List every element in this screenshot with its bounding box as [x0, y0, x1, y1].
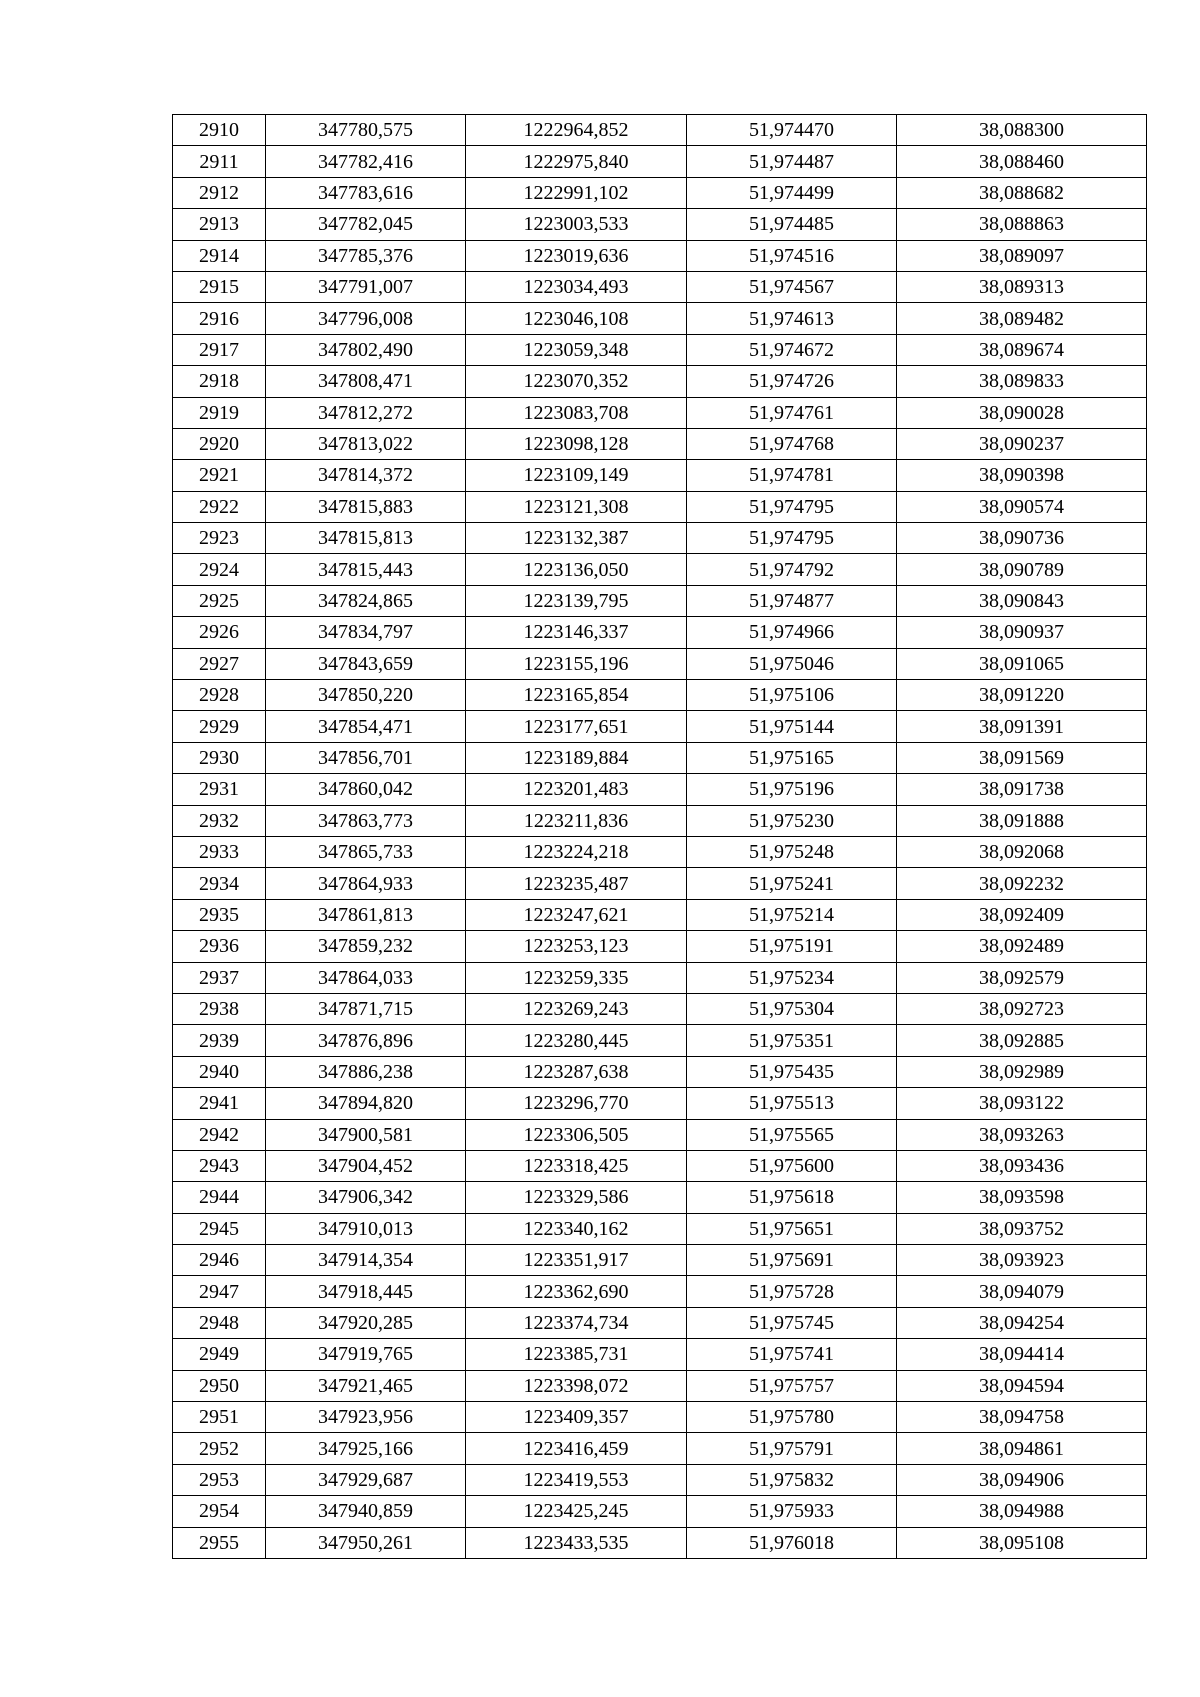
y-coordinate-cell: 1223318,425 [466, 1150, 687, 1181]
table-row [173, 585, 1147, 616]
latitude-cell: 51,975214 [687, 899, 897, 930]
table-row [173, 554, 1147, 585]
latitude-cell: 51,974485 [687, 209, 897, 240]
point-number-cell: 2928 [173, 680, 266, 711]
table-row [173, 742, 1147, 773]
x-coordinate-cell: 347815,813 [266, 523, 466, 554]
table-row [173, 491, 1147, 522]
table-row [173, 303, 1147, 334]
latitude-cell: 51,975248 [687, 836, 897, 867]
point-number-cell: 2931 [173, 774, 266, 805]
latitude-cell: 51,975600 [687, 1150, 897, 1181]
latitude-cell: 51,974761 [687, 397, 897, 428]
table-row [173, 460, 1147, 491]
table-row [173, 397, 1147, 428]
point-number-cell: 2926 [173, 617, 266, 648]
table-row [173, 931, 1147, 962]
latitude-cell: 51,975196 [687, 774, 897, 805]
table-row [173, 334, 1147, 365]
x-coordinate-cell: 347856,701 [266, 742, 466, 773]
point-number-cell: 2943 [173, 1150, 266, 1181]
longitude-cell: 38,092409 [897, 899, 1147, 930]
table-row [173, 1182, 1147, 1213]
x-coordinate-cell: 347921,465 [266, 1370, 466, 1401]
x-coordinate-cell: 347860,042 [266, 774, 466, 805]
longitude-cell: 38,090937 [897, 617, 1147, 648]
latitude-cell: 51,974470 [687, 115, 897, 146]
y-coordinate-cell: 1223098,128 [466, 428, 687, 459]
point-number-cell: 2955 [173, 1527, 266, 1558]
x-coordinate-cell: 347815,883 [266, 491, 466, 522]
x-coordinate-cell: 347782,045 [266, 209, 466, 240]
y-coordinate-cell: 1223059,348 [466, 334, 687, 365]
table-row [173, 805, 1147, 836]
table-row [173, 1307, 1147, 1338]
table-row [173, 617, 1147, 648]
latitude-cell: 51,975351 [687, 1025, 897, 1056]
y-coordinate-cell: 1223177,651 [466, 711, 687, 742]
y-coordinate-cell: 1223224,218 [466, 836, 687, 867]
latitude-cell: 51,974516 [687, 240, 897, 271]
table-row [173, 1119, 1147, 1150]
table-row [173, 993, 1147, 1024]
latitude-cell: 51,975618 [687, 1182, 897, 1213]
x-coordinate-cell: 347791,007 [266, 271, 466, 302]
y-coordinate-cell: 1223306,505 [466, 1119, 687, 1150]
point-number-cell: 2947 [173, 1276, 266, 1307]
y-coordinate-cell: 1223136,050 [466, 554, 687, 585]
longitude-cell: 38,088863 [897, 209, 1147, 240]
point-number-cell: 2930 [173, 742, 266, 773]
point-number-cell: 2910 [173, 115, 266, 146]
x-coordinate-cell: 347925,166 [266, 1433, 466, 1464]
table-row [173, 899, 1147, 930]
y-coordinate-cell: 1223385,731 [466, 1339, 687, 1370]
latitude-cell: 51,975144 [687, 711, 897, 742]
point-number-cell: 2944 [173, 1182, 266, 1213]
longitude-cell: 38,089097 [897, 240, 1147, 271]
latitude-cell: 51,975234 [687, 962, 897, 993]
y-coordinate-cell: 1223351,917 [466, 1245, 687, 1276]
latitude-cell: 51,974613 [687, 303, 897, 334]
table-row [173, 1402, 1147, 1433]
point-number-cell: 2918 [173, 366, 266, 397]
point-number-cell: 2920 [173, 428, 266, 459]
longitude-cell: 38,092232 [897, 868, 1147, 899]
longitude-cell: 38,092489 [897, 931, 1147, 962]
y-coordinate-cell: 1223132,387 [466, 523, 687, 554]
longitude-cell: 38,090237 [897, 428, 1147, 459]
point-number-cell: 2932 [173, 805, 266, 836]
table-row [173, 271, 1147, 302]
latitude-cell: 51,975757 [687, 1370, 897, 1401]
latitude-cell: 51,974781 [687, 460, 897, 491]
point-number-cell: 2939 [173, 1025, 266, 1056]
y-coordinate-cell: 1223409,357 [466, 1402, 687, 1433]
point-number-cell: 2949 [173, 1339, 266, 1370]
coordinate-table-body [173, 115, 1147, 1559]
y-coordinate-cell: 1223146,337 [466, 617, 687, 648]
table-row [173, 680, 1147, 711]
y-coordinate-cell: 1223269,243 [466, 993, 687, 1024]
y-coordinate-cell: 1223425,245 [466, 1496, 687, 1527]
y-coordinate-cell: 1223003,533 [466, 209, 687, 240]
longitude-cell: 38,091220 [897, 680, 1147, 711]
longitude-cell: 38,089833 [897, 366, 1147, 397]
point-number-cell: 2940 [173, 1056, 266, 1087]
x-coordinate-cell: 347914,354 [266, 1245, 466, 1276]
longitude-cell: 38,094414 [897, 1339, 1147, 1370]
latitude-cell: 51,974499 [687, 177, 897, 208]
y-coordinate-cell: 1223329,586 [466, 1182, 687, 1213]
table-row [173, 1088, 1147, 1119]
x-coordinate-cell: 347864,933 [266, 868, 466, 899]
latitude-cell: 51,974795 [687, 491, 897, 522]
point-number-cell: 2938 [173, 993, 266, 1024]
longitude-cell: 38,093923 [897, 1245, 1147, 1276]
x-coordinate-cell: 347861,813 [266, 899, 466, 930]
x-coordinate-cell: 347863,773 [266, 805, 466, 836]
y-coordinate-cell: 1223070,352 [466, 366, 687, 397]
point-number-cell: 2934 [173, 868, 266, 899]
latitude-cell: 51,975832 [687, 1464, 897, 1495]
table-row [173, 1464, 1147, 1495]
point-number-cell: 2921 [173, 460, 266, 491]
longitude-cell: 38,093598 [897, 1182, 1147, 1213]
x-coordinate-cell: 347813,022 [266, 428, 466, 459]
latitude-cell: 51,974768 [687, 428, 897, 459]
x-coordinate-cell: 347782,416 [266, 146, 466, 177]
longitude-cell: 38,090028 [897, 397, 1147, 428]
y-coordinate-cell: 1223139,795 [466, 585, 687, 616]
y-coordinate-cell: 1223433,535 [466, 1527, 687, 1558]
y-coordinate-cell: 1223201,483 [466, 774, 687, 805]
y-coordinate-cell: 1223083,708 [466, 397, 687, 428]
longitude-cell: 38,094079 [897, 1276, 1147, 1307]
point-number-cell: 2935 [173, 899, 266, 930]
latitude-cell: 51,975230 [687, 805, 897, 836]
latitude-cell: 51,975933 [687, 1496, 897, 1527]
longitude-cell: 38,090398 [897, 460, 1147, 491]
point-number-cell: 2922 [173, 491, 266, 522]
y-coordinate-cell: 1223416,459 [466, 1433, 687, 1464]
y-coordinate-cell: 1222975,840 [466, 146, 687, 177]
longitude-cell: 38,092989 [897, 1056, 1147, 1087]
x-coordinate-cell: 347843,659 [266, 648, 466, 679]
point-number-cell: 2914 [173, 240, 266, 271]
y-coordinate-cell: 1223374,734 [466, 1307, 687, 1338]
y-coordinate-cell: 1223362,690 [466, 1276, 687, 1307]
y-coordinate-cell: 1223287,638 [466, 1056, 687, 1087]
x-coordinate-cell: 347850,220 [266, 680, 466, 711]
table-row [173, 209, 1147, 240]
longitude-cell: 38,090843 [897, 585, 1147, 616]
y-coordinate-cell: 1223109,149 [466, 460, 687, 491]
x-coordinate-cell: 347854,471 [266, 711, 466, 742]
latitude-cell: 51,974567 [687, 271, 897, 302]
x-coordinate-cell: 347886,238 [266, 1056, 466, 1087]
point-number-cell: 2929 [173, 711, 266, 742]
latitude-cell: 51,976018 [687, 1527, 897, 1558]
longitude-cell: 38,092068 [897, 836, 1147, 867]
longitude-cell: 38,094861 [897, 1433, 1147, 1464]
x-coordinate-cell: 347808,471 [266, 366, 466, 397]
point-number-cell: 2913 [173, 209, 266, 240]
table-row [173, 1496, 1147, 1527]
longitude-cell: 38,093122 [897, 1088, 1147, 1119]
longitude-cell: 38,089674 [897, 334, 1147, 365]
latitude-cell: 51,975691 [687, 1245, 897, 1276]
y-coordinate-cell: 1223280,445 [466, 1025, 687, 1056]
table-row [173, 1527, 1147, 1558]
latitude-cell: 51,975191 [687, 931, 897, 962]
y-coordinate-cell: 1223019,636 [466, 240, 687, 271]
x-coordinate-cell: 347906,342 [266, 1182, 466, 1213]
table-row [173, 711, 1147, 742]
x-coordinate-cell: 347910,013 [266, 1213, 466, 1244]
y-coordinate-cell: 1222964,852 [466, 115, 687, 146]
x-coordinate-cell: 347920,285 [266, 1307, 466, 1338]
x-coordinate-cell: 347815,443 [266, 554, 466, 585]
x-coordinate-cell: 347812,272 [266, 397, 466, 428]
latitude-cell: 51,974795 [687, 523, 897, 554]
table-row [173, 1433, 1147, 1464]
point-number-cell: 2912 [173, 177, 266, 208]
longitude-cell: 38,094988 [897, 1496, 1147, 1527]
latitude-cell: 51,975780 [687, 1402, 897, 1433]
longitude-cell: 38,091391 [897, 711, 1147, 742]
table-row [173, 146, 1147, 177]
y-coordinate-cell: 1223419,553 [466, 1464, 687, 1495]
latitude-cell: 51,975741 [687, 1339, 897, 1370]
point-number-cell: 2923 [173, 523, 266, 554]
x-coordinate-cell: 347904,452 [266, 1150, 466, 1181]
latitude-cell: 51,975565 [687, 1119, 897, 1150]
y-coordinate-cell: 1223398,072 [466, 1370, 687, 1401]
latitude-cell: 51,974672 [687, 334, 897, 365]
x-coordinate-cell: 347929,687 [266, 1464, 466, 1495]
point-number-cell: 2937 [173, 962, 266, 993]
longitude-cell: 38,088300 [897, 115, 1147, 146]
table-row [173, 836, 1147, 867]
point-number-cell: 2933 [173, 836, 266, 867]
longitude-cell: 38,091569 [897, 742, 1147, 773]
point-number-cell: 2946 [173, 1245, 266, 1276]
table-row [173, 523, 1147, 554]
latitude-cell: 51,975106 [687, 680, 897, 711]
longitude-cell: 38,090736 [897, 523, 1147, 554]
table-row [173, 868, 1147, 899]
longitude-cell: 38,093263 [897, 1119, 1147, 1150]
x-coordinate-cell: 347802,490 [266, 334, 466, 365]
y-coordinate-cell: 1222991,102 [466, 177, 687, 208]
y-coordinate-cell: 1223211,836 [466, 805, 687, 836]
longitude-cell: 38,094254 [897, 1307, 1147, 1338]
point-number-cell: 2924 [173, 554, 266, 585]
point-number-cell: 2941 [173, 1088, 266, 1119]
latitude-cell: 51,974966 [687, 617, 897, 648]
point-number-cell: 2917 [173, 334, 266, 365]
y-coordinate-cell: 1223259,335 [466, 962, 687, 993]
point-number-cell: 2951 [173, 1402, 266, 1433]
x-coordinate-cell: 347834,797 [266, 617, 466, 648]
point-number-cell: 2911 [173, 146, 266, 177]
x-coordinate-cell: 347871,715 [266, 993, 466, 1024]
y-coordinate-cell: 1223340,162 [466, 1213, 687, 1244]
point-number-cell: 2948 [173, 1307, 266, 1338]
table-row [173, 1370, 1147, 1401]
latitude-cell: 51,975728 [687, 1276, 897, 1307]
x-coordinate-cell: 347864,033 [266, 962, 466, 993]
x-coordinate-cell: 347859,232 [266, 931, 466, 962]
y-coordinate-cell: 1223121,308 [466, 491, 687, 522]
longitude-cell: 38,092723 [897, 993, 1147, 1024]
longitude-cell: 38,091065 [897, 648, 1147, 679]
x-coordinate-cell: 347918,445 [266, 1276, 466, 1307]
longitude-cell: 38,089313 [897, 271, 1147, 302]
longitude-cell: 38,090789 [897, 554, 1147, 585]
latitude-cell: 51,975791 [687, 1433, 897, 1464]
y-coordinate-cell: 1223155,196 [466, 648, 687, 679]
x-coordinate-cell: 347865,733 [266, 836, 466, 867]
longitude-cell: 38,093752 [897, 1213, 1147, 1244]
point-number-cell: 2919 [173, 397, 266, 428]
table-row [173, 774, 1147, 805]
point-number-cell: 2953 [173, 1464, 266, 1495]
latitude-cell: 51,975745 [687, 1307, 897, 1338]
point-number-cell: 2950 [173, 1370, 266, 1401]
latitude-cell: 51,975165 [687, 742, 897, 773]
y-coordinate-cell: 1223253,123 [466, 931, 687, 962]
coordinate-table [172, 114, 1147, 1559]
point-number-cell: 2952 [173, 1433, 266, 1464]
point-number-cell: 2915 [173, 271, 266, 302]
table-row [173, 366, 1147, 397]
point-number-cell: 2945 [173, 1213, 266, 1244]
latitude-cell: 51,974726 [687, 366, 897, 397]
x-coordinate-cell: 347785,376 [266, 240, 466, 271]
table-row [173, 1245, 1147, 1276]
point-number-cell: 2936 [173, 931, 266, 962]
y-coordinate-cell: 1223189,884 [466, 742, 687, 773]
y-coordinate-cell: 1223046,108 [466, 303, 687, 334]
table-row [173, 177, 1147, 208]
latitude-cell: 51,974792 [687, 554, 897, 585]
point-number-cell: 2942 [173, 1119, 266, 1150]
longitude-cell: 38,088460 [897, 146, 1147, 177]
point-number-cell: 2916 [173, 303, 266, 334]
x-coordinate-cell: 347900,581 [266, 1119, 466, 1150]
latitude-cell: 51,975435 [687, 1056, 897, 1087]
x-coordinate-cell: 347824,865 [266, 585, 466, 616]
x-coordinate-cell: 347780,575 [266, 115, 466, 146]
point-number-cell: 2925 [173, 585, 266, 616]
y-coordinate-cell: 1223247,621 [466, 899, 687, 930]
latitude-cell: 51,975513 [687, 1088, 897, 1119]
x-coordinate-cell: 347923,956 [266, 1402, 466, 1433]
table-row [173, 962, 1147, 993]
longitude-cell: 38,094906 [897, 1464, 1147, 1495]
longitude-cell: 38,088682 [897, 177, 1147, 208]
x-coordinate-cell: 347950,261 [266, 1527, 466, 1558]
y-coordinate-cell: 1223034,493 [466, 271, 687, 302]
table-row [173, 1339, 1147, 1370]
table-row [173, 240, 1147, 271]
longitude-cell: 38,091888 [897, 805, 1147, 836]
point-number-cell: 2954 [173, 1496, 266, 1527]
table-row [173, 1276, 1147, 1307]
table-row [173, 1056, 1147, 1087]
longitude-cell: 38,094594 [897, 1370, 1147, 1401]
latitude-cell: 51,974877 [687, 585, 897, 616]
table-row [173, 115, 1147, 146]
latitude-cell: 51,974487 [687, 146, 897, 177]
table-row [173, 648, 1147, 679]
x-coordinate-cell: 347796,008 [266, 303, 466, 334]
longitude-cell: 38,089482 [897, 303, 1147, 334]
longitude-cell: 38,092579 [897, 962, 1147, 993]
latitude-cell: 51,975046 [687, 648, 897, 679]
x-coordinate-cell: 347876,896 [266, 1025, 466, 1056]
longitude-cell: 38,092885 [897, 1025, 1147, 1056]
y-coordinate-cell: 1223235,487 [466, 868, 687, 899]
longitude-cell: 38,094758 [897, 1402, 1147, 1433]
longitude-cell: 38,091738 [897, 774, 1147, 805]
latitude-cell: 51,975304 [687, 993, 897, 1024]
x-coordinate-cell: 347783,616 [266, 177, 466, 208]
x-coordinate-cell: 347814,372 [266, 460, 466, 491]
table-row [173, 428, 1147, 459]
y-coordinate-cell: 1223165,854 [466, 680, 687, 711]
table-row [173, 1025, 1147, 1056]
latitude-cell: 51,975651 [687, 1213, 897, 1244]
table-row [173, 1213, 1147, 1244]
point-number-cell: 2927 [173, 648, 266, 679]
y-coordinate-cell: 1223296,770 [466, 1088, 687, 1119]
longitude-cell: 38,093436 [897, 1150, 1147, 1181]
x-coordinate-cell: 347919,765 [266, 1339, 466, 1370]
longitude-cell: 38,095108 [897, 1527, 1147, 1558]
latitude-cell: 51,975241 [687, 868, 897, 899]
x-coordinate-cell: 347940,859 [266, 1496, 466, 1527]
table-row [173, 1150, 1147, 1181]
longitude-cell: 38,090574 [897, 491, 1147, 522]
x-coordinate-cell: 347894,820 [266, 1088, 466, 1119]
